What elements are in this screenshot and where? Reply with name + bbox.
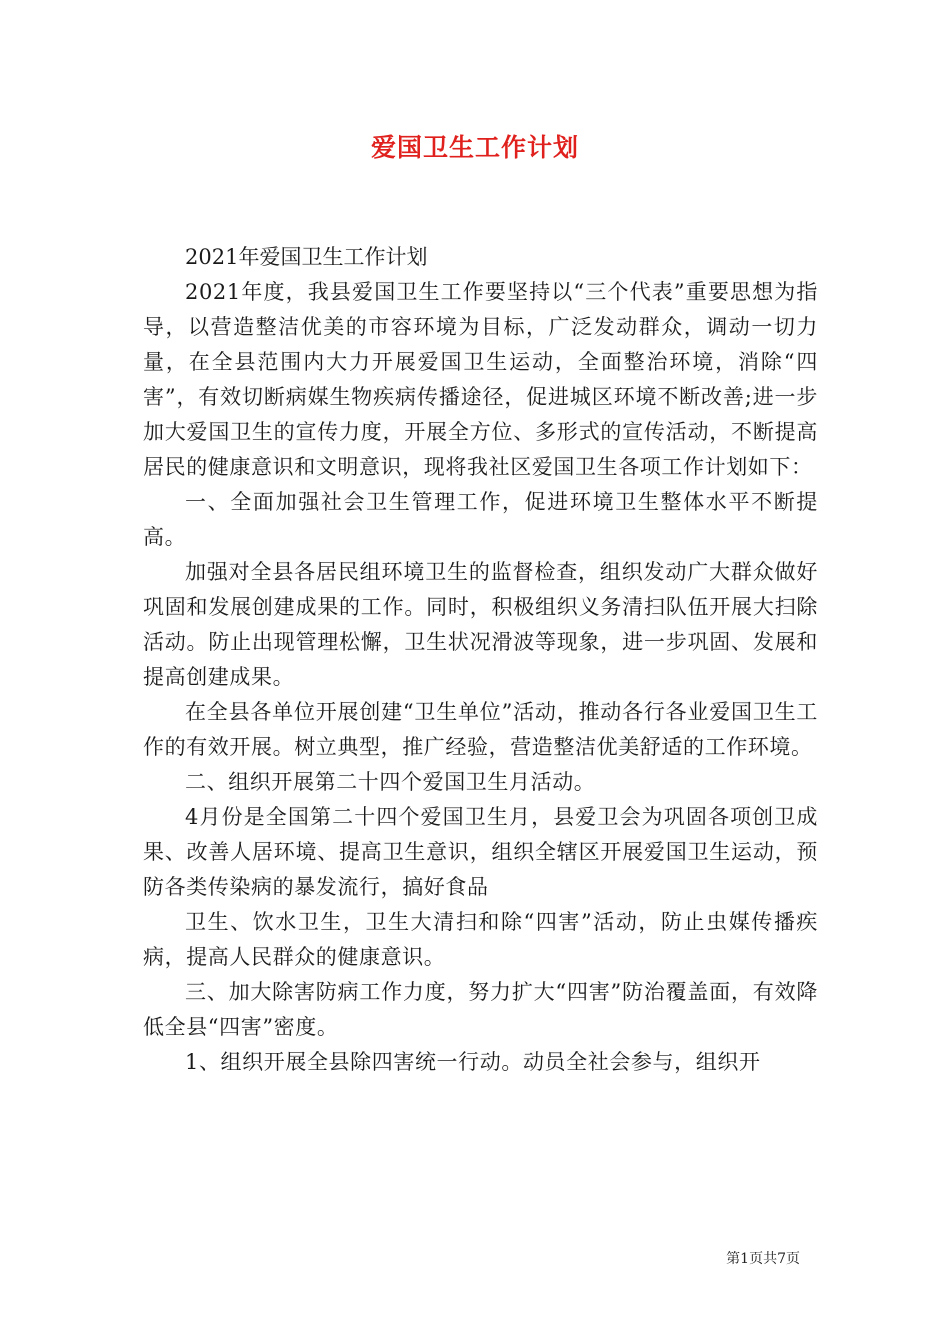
document-body	[143, 240, 818, 1080]
page-number: 第1页共7页	[726, 1251, 800, 1267]
paragraph: 卫生、饮水卫生，卫生大清扫和除“四害”活动，防止虫媒传播疾病，提高人民群众的健康意识。	[143, 910, 818, 969]
paragraph-intro: 2021年度，我县爱国卫生工作要坚持以“三个代表”重要思想为指导，以营造整洁优美的市容环境为目标，广泛发动群众，调动一切力量，在全县范围内大力开展爱国卫生运动，全面整治环境，消除“四害”，有效切断病媒生物疾病传播途径，促进城区环境不断改善;进一步加大爱国卫生的宣传力度，开展全方位、多形式的宣传活动，不断提高居民的健康意识和文明意识，现将我社区爱国卫生各项工作计划如下：	[143, 280, 818, 479]
paragraph: 1、组织开展全县除四害统一行动。动员全社会参与，组织开	[185, 1050, 761, 1074]
section-heading-1: 一、全面加强社会卫生管理工作，促进环境卫生整体水平不断提高。	[143, 490, 818, 549]
document-title: 爱国卫生工作计划	[370, 133, 579, 162]
paragraph: 4月份是全国第二十四个爱国卫生月，县爱卫会为巩固各项创卫成果、改善人居环境、提高卫生意识，组织全辖区开展爱国卫生运动，预防各类传染病的暴发流行，搞好食品	[143, 805, 818, 899]
paragraph-subtitle: 2021年爱国卫生工作计划	[185, 245, 428, 269]
paragraph: 在全县各单位开展创建“卫生单位”活动，推动各行各业爱国卫生工作的有效开展。树立典型，推广经验，营造整洁优美舒适的工作环境。	[143, 700, 818, 759]
section-heading-3: 三、加大除害防病工作力度，努力扩大“四害”防治覆盖面，有效降低全县“四害”密度。	[143, 980, 818, 1039]
section-heading-2: 二、组织开展第二十四个爱国卫生月活动。	[185, 770, 596, 794]
paragraph: 加强对全县各居民组环境卫生的监督检查，组织发动广大群众做好巩固和发展创建成果的工作。同时，积极组织义务清扫队伍开展大扫除活动。防止出现管理松懈，卫生状况滑波等现象，进一步巩固、发展和提高创建成果。	[143, 560, 818, 689]
